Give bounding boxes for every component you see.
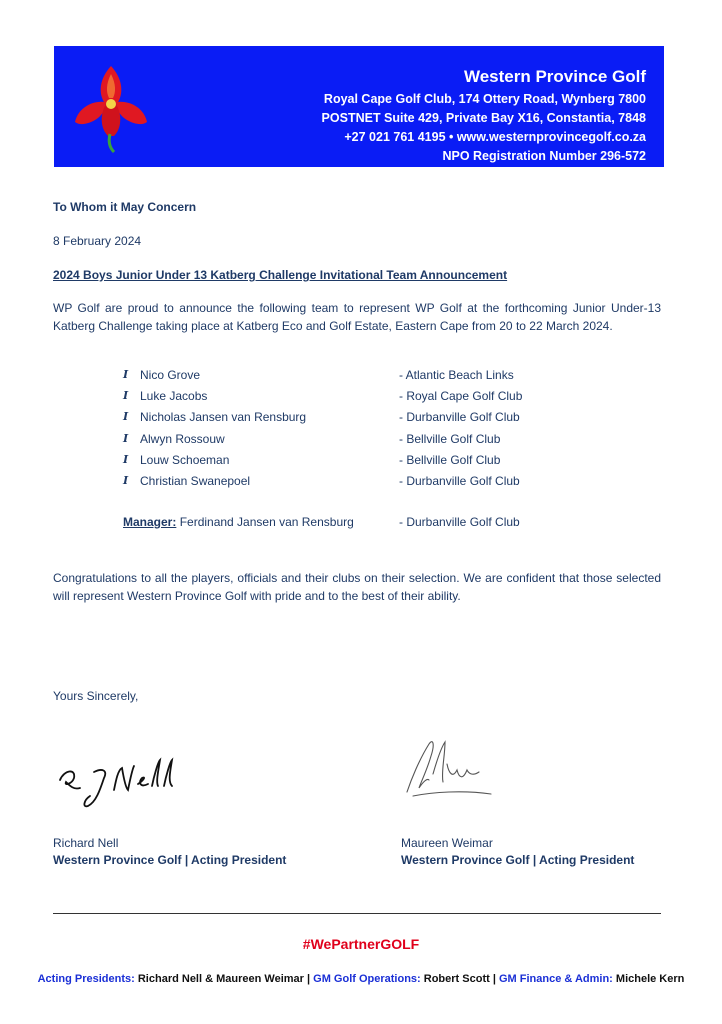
letter-date: 8 February 2024 [53, 234, 142, 248]
player-club: - Durbanville Golf Club [399, 473, 520, 488]
postal-line: POSTNET Suite 429, Private Bay X16, Constantia, 7848 [321, 111, 646, 125]
player-club: - Bellville Golf Club [399, 452, 501, 467]
bullet-icon: I [123, 431, 129, 445]
bullet-icon: I [123, 473, 129, 487]
letterhead-banner [54, 46, 664, 167]
team-row [123, 388, 543, 409]
player-name: Alwyn Rossouw [140, 431, 225, 446]
intro-paragraph: WP Golf are proud to announce the following team to represent WP Golf at the forthcoming Junior Under-13 Katberg Challenge taking place at Katberg Eco and Golf Estate, Eastern Cape from 20 to 22 March 2024. [53, 301, 661, 333]
letterhead-text [322, 66, 646, 166]
player-club: - Atlantic Beach Links [399, 368, 514, 382]
bullet-icon: I [123, 389, 129, 403]
letter-subject: 2024 Boys Junior Under 13 Katberg Challenge Invitational Team Announcement [53, 268, 508, 282]
gm-finance-value: Michele Kern [615, 973, 685, 985]
team-row [123, 431, 543, 452]
signatory-title: Western Province Golf | Acting President [401, 853, 635, 867]
team-row [123, 409, 543, 430]
team-row [123, 473, 543, 494]
closing-paragraph: Congratulations to all the players, officials and their clubs on their selection. We are confident that those selected will represent Western Province Golf with pride and to the best of their ability. [53, 571, 661, 603]
manager-row [123, 515, 543, 529]
acting-presidents-label: Acting Presidents: [37, 973, 135, 985]
contact-line: +27 021 761 4195 • www.westernprovincegolf.co.za [344, 130, 646, 144]
footer-separator: | [492, 973, 496, 985]
manager-label: Manager: [123, 515, 177, 529]
signoff: Yours Sincerely, [53, 689, 139, 703]
footer-separator: | [307, 973, 311, 985]
gm-operations-label: GM Golf Operations: [313, 973, 421, 985]
salutation: To Whom it May Concern [53, 200, 197, 214]
player-name: Christian Swanepoel [140, 473, 251, 488]
player-name: Nicholas Jansen van Rensburg [140, 410, 307, 425]
bullet-icon: I [123, 368, 129, 381]
signature-richard-nell [54, 750, 194, 812]
footer-divider [53, 913, 661, 914]
acting-presidents-value: Richard Nell & Maureen Weimar [137, 973, 304, 985]
player-club: - Bellville Golf Club [399, 431, 501, 446]
player-name: Luke Jacobs [140, 389, 208, 404]
bullet-icon: I [123, 452, 129, 466]
team-row [123, 452, 543, 473]
player-club: - Durbanville Golf Club [399, 410, 520, 425]
player-name: Nico Grove [140, 368, 201, 382]
bullet-icon: I [123, 410, 129, 424]
signatory-right [401, 835, 634, 869]
signature-maureen-weimar [403, 734, 499, 804]
signatory-name: Richard Nell [53, 836, 119, 850]
team-row [123, 367, 543, 388]
footer-officials [0, 973, 722, 985]
player-club: - Royal Cape Golf Club [399, 389, 523, 404]
address-line: Royal Cape Golf Club, 174 Ottery Road, Wynberg 7800 [323, 92, 646, 106]
signatory-title: Western Province Golf | Acting President [53, 853, 287, 867]
npo-line: NPO Registration Number 296-572 [442, 149, 646, 163]
gm-finance-label: GM Finance & Admin: [498, 973, 613, 985]
flower-logo-icon [70, 58, 152, 154]
gm-operations-value: Robert Scott [423, 973, 490, 985]
manager-club: - Durbanville Golf Club [399, 515, 520, 529]
org-name: Western Province Golf [463, 67, 646, 86]
signatory-name: Maureen Weimar [401, 836, 493, 850]
hashtag: #WePartnerGOLF [302, 936, 420, 952]
team-list [123, 367, 543, 494]
signatory-left [53, 835, 286, 869]
manager-name: Ferdinand Jansen van Rensburg [179, 515, 354, 529]
player-name: Louw Schoeman [140, 452, 230, 467]
